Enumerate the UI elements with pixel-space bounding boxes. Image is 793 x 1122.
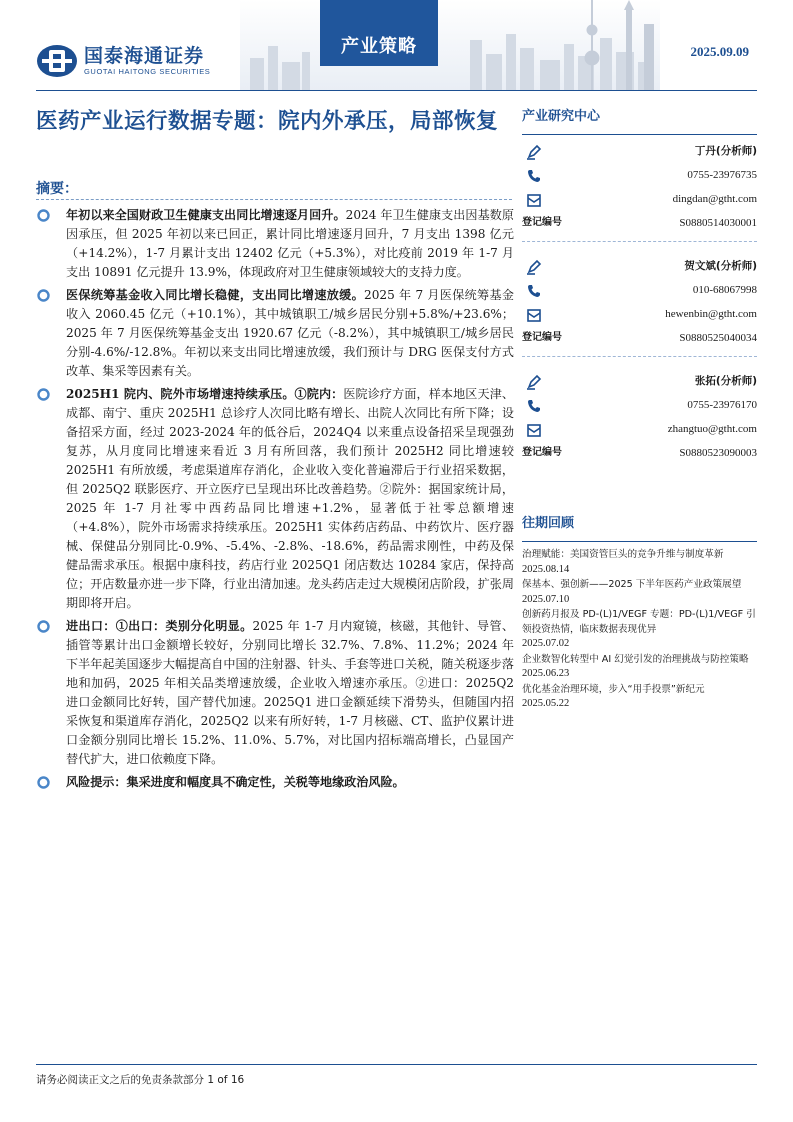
past-report-date: 2025.06.23: [522, 668, 570, 679]
phone-icon: [526, 168, 542, 184]
past-report-date: 2025.05.22: [522, 698, 570, 709]
phone-icon: [526, 283, 542, 299]
past-reports-list: [522, 548, 757, 712]
bullet-text: 医院诊疗方面，样本地区天津、成都、南宁、重庆 2025H1 总诊疗人次同比略有增长、出院人次同比有所下降；设备招采方面，经过 2023-2024 年的低谷后，2024Q4 以来重点设备招采呈现强劲复苏，从月度同比增速来看近 3 月有所回落，我们预计 2025H2 同比增速较 2025H1 有所放缓，考虑渠道库存消化，企业收入变化普遍滞后于行业招采数据，但 2025Q2 联影医疗、开立医疗已呈现出环比改善趋势。②院外：据国家统计局，2025 年 1-7 月社零中西药品同比增速+1.2%，显著低于社零总额增速（+4.8%），院外市场需求持续承压。2025H1 实体药店药品、中药饮片、医疗器械、保健品分别同比-0.9%、-5.4%、-2.8%、-18.6%，药品需求刚性，中药及保健品需求承压。根据中康科技，药店行业 2025Q1 闭店数达 10284 家店，保持高位；开店数量亦进一步下降，行业出清加速。龙头药店走过大规模闭店阶段，扩张周期即将开启。: [66, 387, 514, 610]
analyst-registration-number: S0880523090003: [679, 447, 757, 459]
analyst-card: [522, 135, 757, 242]
registration-label: 登记编号: [522, 332, 562, 343]
past-report-item[interactable]: [522, 653, 757, 682]
bullet-text: 2025 年 7 月医保统筹基金收入 2060.45 亿元（+10.1%），其中城镇职工/城乡居民分别+5.8%/+23.6%；2025 年 7 月医保统筹基金支出 1920.67 亿元（-8.2%），其中城镇职工/城乡居民分别-4.6%/-12.8%。年初以来支出同比增速放缓，我们预计与 DRG 医保支付方式改革、集采等因素有关。: [66, 288, 514, 378]
past-report-date: 2025.08.14: [522, 563, 570, 575]
bullet-ring-icon: [37, 209, 50, 222]
phone-icon: [526, 398, 542, 414]
past-report-title: 治理赋能：美国资管巨头的竞争升维与制度革新: [522, 549, 724, 560]
page-footer-disclaimer: 请务必阅读正文之后的免责条款部分 1 of 16: [36, 1074, 245, 1086]
bullet-medical-insurance-fund: [36, 286, 514, 381]
analyst-email[interactable]: hewenbin@gtht.com: [665, 308, 757, 320]
page-header: [0, 0, 793, 90]
registration-label: 登记编号: [522, 217, 562, 228]
pen-icon: [526, 259, 542, 275]
logo-mark-icon: [36, 44, 78, 78]
bullet-lead: 年初以来全国财政卫生健康支出同比增速逐月回升。: [66, 208, 346, 222]
past-report-title: 优化基金治理环境，步入“用手投票”新纪元: [522, 683, 705, 695]
pen-icon: [526, 374, 542, 390]
mail-icon: [526, 192, 542, 208]
pen-icon: [526, 144, 542, 160]
sidebar-divider: [522, 541, 757, 542]
header-divider: [36, 90, 757, 91]
past-report-item[interactable]: [522, 578, 757, 607]
logo-chinese-name: 国泰海通证券: [84, 45, 205, 67]
mail-icon: [526, 307, 542, 323]
bullet-lead: 2025H1 院内、院外市场增速持续承压。①院内：: [66, 387, 344, 401]
past-report-item[interactable]: [522, 683, 757, 712]
report-date: 2025.09.09: [690, 44, 749, 59]
city-skyline-image: [240, 0, 660, 90]
analyst-registration-number: S0880514030001: [679, 217, 757, 229]
report-type-banner: 产业策略: [320, 0, 438, 66]
past-report-item[interactable]: [522, 548, 757, 577]
footer-divider: [36, 1064, 757, 1065]
analyst-email[interactable]: zhangtuo@gtht.com: [667, 423, 757, 435]
registration-label: 登记编号: [522, 447, 562, 458]
analyst-name: 丁丹(分析师): [694, 145, 757, 157]
analyst-phone: 0755-23976735: [687, 169, 757, 181]
bullet-text: 2025 年 1-7 月内窥镜，核磁，其他针、导管、插管等累计出口金额增长较好，分别同比增长 32.7%、7.8%、11.2%；2024 年下半年起美国逐步大幅提高自中国的注射器、针头、手套等进口关税，随关税逐步落地和加码，2025 年相关品类增速放缓，企业收入增速亦承压。②进口：2025Q2 进口金额同比好转，国产替代加速。2025Q1 进口金额延续下滑势头，但随国内招采恢复和渠道库存消化，2025Q2 以来有所好转，1-7 月核磁、CT、监护仪累计进口金额分别同比增长 15.2%、11.0%、5.7%，对比国内招标端高增长，凸显国产替代扩大，进口依赖度下降。: [66, 619, 514, 766]
bullet-lead: 风险提示：集采进度和幅度具不确定性，关税等地缘政治风险。: [66, 775, 405, 789]
past-report-date: 2025.07.02: [522, 638, 570, 649]
analyst-name: 贺文斌(分析师): [684, 260, 757, 272]
past-report-title: 企业数智化转型中 AI 幻觉引发的治理挑战与防控策略: [522, 653, 749, 665]
bullet-ring-icon: [37, 776, 50, 789]
bullet-risk-warning: [36, 773, 514, 792]
bullet-ring-icon: [37, 620, 50, 633]
bullet-ring-icon: [37, 289, 50, 302]
past-report-title: 创新药月报及 PD-(L)1/VEGF 专题：PD-(L)1/VEGF 引领投资热情，临床数据表现优异: [522, 609, 756, 635]
past-report-date: 2025.07.10: [522, 593, 570, 605]
analyst-phone: 010-68067998: [692, 284, 757, 296]
logo-english-name: GUOTAI HAITONG SECURITIES: [84, 67, 211, 76]
report-title: 医药产业运行数据专题：院内外承压，局部恢复: [36, 109, 499, 134]
mail-icon: [526, 422, 542, 438]
analyst-registration-number: S0880525040034: [679, 332, 757, 344]
analyst-email[interactable]: dingdan@gtht.com: [672, 193, 757, 205]
abstract-divider: [36, 199, 512, 200]
bullet-lead: 进出口：①出口：类别分化明显。: [66, 619, 253, 633]
bullet-ring-icon: [37, 388, 50, 401]
company-logo: [36, 44, 210, 78]
abstract-bullets: [36, 206, 514, 796]
bullet-import-export: [36, 617, 514, 769]
analyst-card: [522, 357, 757, 471]
bullet-hospital-market: [36, 385, 514, 613]
sidebar: [522, 106, 757, 713]
bullet-text: 2024 年卫生健康支出因基数原因承压，但 2025 年初以来已回正，累计同比增速逐月回升，7 月支出 1398 亿元（+14.2%），1-7 月累计支出 12402 亿元（+5.3%），对比疫前 2019 年 1-7 月支出 10891 亿元提升 13.9%，体现政府对卫生健康领域较大的支持力度。: [66, 208, 514, 279]
past-report-item[interactable]: [522, 608, 757, 652]
bullet-lead: 医保统筹基金收入同比增长稳健，支出同比增速放缓。: [66, 288, 364, 302]
past-report-title: 保基本、强创新——2025 下半年医药产业政策展望: [522, 579, 742, 590]
analyst-name: 张拓(分析师): [694, 375, 757, 387]
analyst-card: [522, 242, 757, 357]
abstract-label: 摘要：: [36, 181, 78, 197]
bullet-fiscal-health-spending: [36, 206, 514, 282]
research-center-title: 产业研究中心: [522, 109, 601, 124]
analyst-phone: 0755-23976170: [687, 399, 757, 411]
past-reports-title: 往期回顾: [522, 516, 575, 531]
